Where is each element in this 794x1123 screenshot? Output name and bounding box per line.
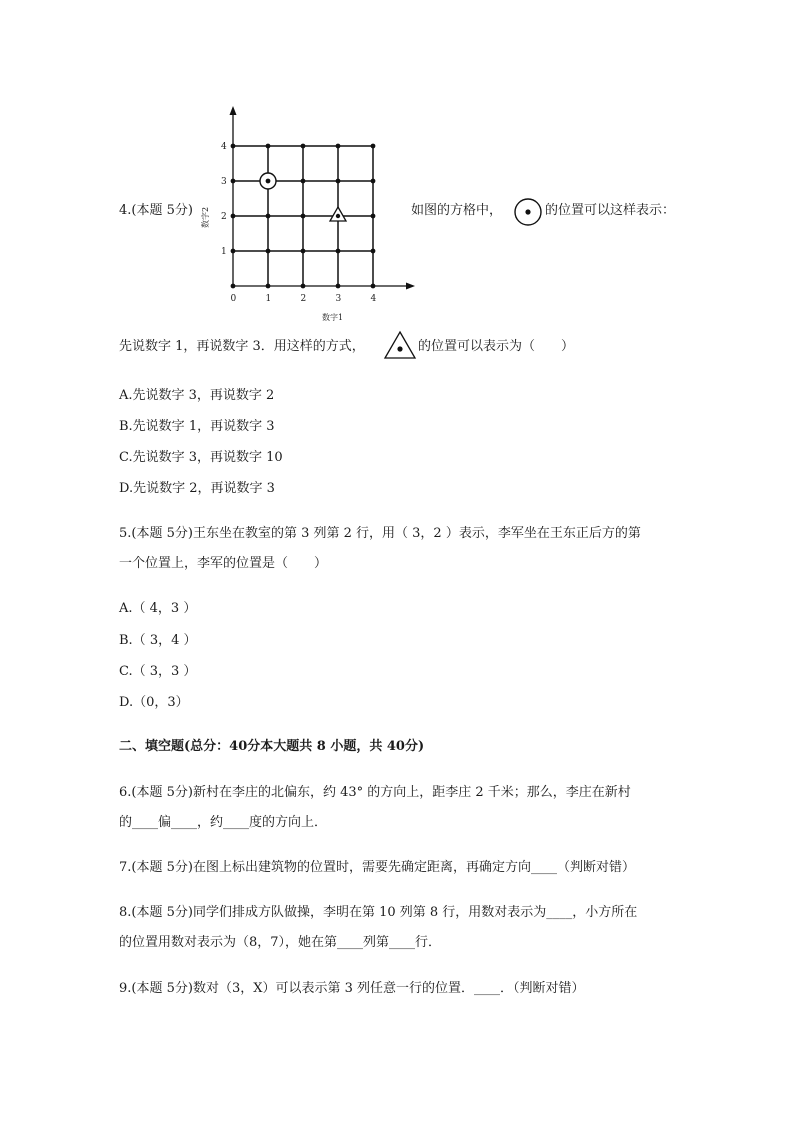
grid-point	[336, 249, 341, 254]
section-title: 二、填空题(总分：40分本大题共 8 小题，共 40分)	[119, 739, 425, 754]
grid-point	[336, 144, 341, 149]
q5-option-b: B.（ 3，4 ）	[119, 633, 197, 648]
grid-point	[266, 144, 271, 149]
grid-point	[231, 144, 236, 149]
y-axis-label: 数字2	[201, 206, 210, 228]
grid-point	[231, 214, 236, 219]
q4-number: 4.(本题 5分)	[119, 203, 193, 218]
x-tick-label: 0	[230, 294, 237, 304]
q4-line2-b: 的位置可以表示为（ ）	[418, 339, 575, 354]
triangle-dot-marker	[330, 207, 346, 221]
grid-lines	[230, 106, 416, 290]
coordinate-grid	[200, 98, 420, 328]
q5-line1: 5.(本题 5分)王东坐在教室的第 3 列第 2 行，用（ 3，2 ）表示，李军坐在王东正后方的第	[119, 526, 641, 541]
x-tick-label: 3	[335, 294, 342, 304]
grid-point	[301, 284, 306, 289]
q4-intro-tail: 的位置可以这样表示：	[545, 203, 676, 218]
grid-point	[301, 179, 306, 184]
q9-line1: 9.(本题 5分)数对（3，X）可以表示第 3 列任意一行的位置．____．（判断对错）	[119, 981, 585, 996]
x-axis-label: 数字1	[322, 313, 344, 322]
x-axis-arrow	[406, 283, 415, 290]
q4-option-b: B.先说数字 1，再说数字 3	[119, 419, 275, 434]
grid-point	[371, 144, 376, 149]
y-tick-label: 4	[221, 142, 227, 152]
grid-point	[336, 179, 341, 184]
q5-line2: 一个位置上，李军的位置是（ ）	[119, 556, 328, 571]
q4-option-a: A.先说数字 3，再说数字 2	[119, 388, 275, 403]
x-tick-label: 4	[370, 294, 377, 304]
q4-option-c: C.先说数字 3，再说数字 10	[119, 450, 283, 465]
y-axis-arrow	[230, 106, 237, 115]
grid-point	[266, 249, 271, 254]
circle-center	[266, 179, 271, 184]
grid-tick-labels	[221, 142, 377, 304]
q5-option-d: D.（0，3）	[119, 695, 189, 710]
q8-line1: 8.(本题 5分)同学们排成方队做操，李明在第 10 列第 8 行，用数对表示为____，小方所在	[119, 905, 638, 920]
grid-point	[371, 179, 376, 184]
grid-point	[371, 249, 376, 254]
q4-line2-a: 先说数字 1，再说数字 3．用这样的方式，	[119, 339, 365, 354]
q5-option-a: A.（ 4，3 ）	[119, 601, 197, 616]
grid-point	[301, 249, 306, 254]
x-tick-label: 2	[300, 294, 307, 304]
q6-line1: 6.(本题 5分)新村在李庄的北偏东，约 43° 的方向上，距李庄 2 千米；那么，李庄在新村	[119, 785, 631, 800]
grid-point	[371, 214, 376, 219]
grid-point	[266, 284, 271, 289]
grid-point	[266, 214, 271, 219]
y-tick-label: 3	[221, 177, 227, 187]
triangle-dot-icon	[383, 330, 417, 360]
y-tick-label: 2	[221, 212, 227, 222]
q5-option-c: C.（ 3，3 ）	[119, 664, 197, 679]
y-tick-label: 1	[221, 247, 227, 257]
q4-intro: 如图的方格中，	[411, 203, 503, 218]
grid-point	[231, 249, 236, 254]
grid-point	[301, 214, 306, 219]
q6-line2: 的____偏____，约____度的方向上．	[119, 815, 328, 830]
q7-line1: 7.(本题 5分)在图上标出建筑物的位置时，需要先确定距离，再确定方向____（判断对错）	[119, 860, 635, 875]
grid-point	[371, 284, 376, 289]
q4-option-d: D.先说数字 2，再说数字 3	[119, 481, 275, 496]
x-tick-label: 1	[265, 294, 272, 304]
grid-point	[336, 284, 341, 289]
q8-line2: 的位置用数对表示为（8，7），她在第____列第____行．	[119, 935, 442, 950]
circle-dot-icon	[512, 196, 544, 228]
grid-point	[231, 179, 236, 184]
triangle-center	[336, 214, 340, 218]
grid-point	[231, 284, 236, 289]
circle-dot-marker	[260, 173, 276, 189]
grid-point	[301, 144, 306, 149]
